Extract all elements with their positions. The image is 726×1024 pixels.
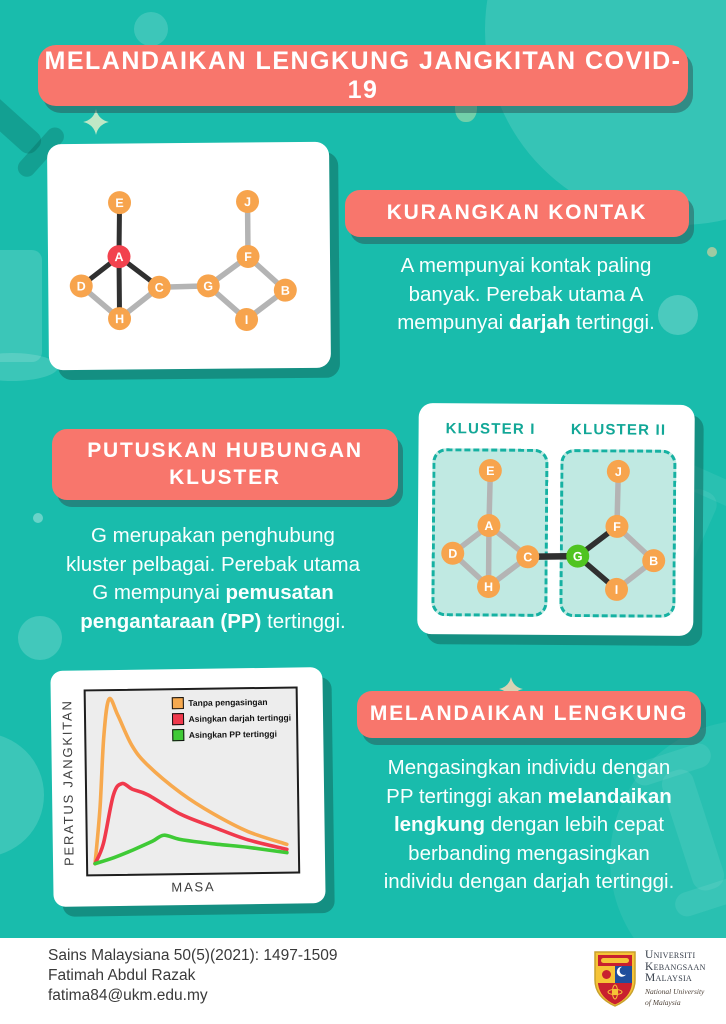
legend-swatch-icon [171, 713, 183, 725]
putuskan-line: G mempunyai [92, 581, 226, 604]
svg-text:D: D [448, 546, 458, 561]
svg-text:A: A [114, 250, 124, 265]
graph-node-G [197, 274, 220, 297]
svg-text:B: B [280, 283, 290, 298]
x-axis-label: MASA [171, 879, 216, 895]
putuskan-heading-banner [52, 429, 398, 500]
poster-title: MELANDAIKAN LENGKUNG JANGKITAN COVID-19 [44, 46, 682, 104]
kontak-heading: KURANGKAN KONTAK [386, 201, 648, 225]
svg-text:E: E [115, 196, 124, 211]
graph-node-B [642, 549, 665, 572]
legend-label: Asingkan PP tertinggi [188, 728, 278, 740]
svg-text:F: F [613, 519, 621, 534]
melandaikan-paragraph [340, 754, 718, 897]
putuskan-keyword: pengantaraan (PP) [80, 609, 262, 633]
svg-text:E: E [486, 464, 495, 479]
legend-swatch-icon [172, 729, 184, 741]
legend-item [171, 712, 291, 726]
putuskan-line: G merupakan penghubung [91, 524, 335, 547]
ukm-name-line: Kebangsaan [645, 960, 706, 973]
curve-asingkan-darjah-tertinggi [94, 781, 287, 863]
legend-label: Asingkan darjah tertinggi [188, 712, 292, 724]
footer [0, 938, 726, 1024]
graph-node-D [70, 274, 93, 297]
ukm-crest-icon [592, 950, 638, 1008]
svg-text:F: F [244, 249, 252, 265]
kontak-paragraph [338, 252, 714, 338]
background-blob [134, 12, 168, 46]
plot-area [84, 686, 301, 876]
graph-node-H [477, 575, 500, 598]
legend-item [172, 728, 292, 742]
ukm-name-line: Universiti [645, 949, 696, 961]
legend-item [171, 696, 291, 710]
graph-node-I [605, 578, 628, 601]
kontak-line: mempunyai [397, 311, 509, 334]
graph-node-E [108, 191, 131, 214]
y-axis-label: PERATUS JANGKITAN [59, 699, 77, 867]
graph-node-A [107, 245, 130, 268]
legend-swatch-icon [171, 697, 183, 709]
melandaikan-line: Mengasingkan individu dengan [387, 756, 671, 779]
melandaikan-keyword: melandaikan [547, 784, 672, 808]
kontak-heading-banner [345, 190, 689, 237]
graph-node-J [607, 460, 630, 483]
author-line: Fatimah Abdul Razak [48, 967, 196, 984]
svg-text:J: J [243, 194, 252, 210]
citation-line: Sains Malaysiana 50(5)(2021): 1497-1509 [48, 947, 338, 964]
graph-node-E [479, 459, 502, 482]
graph-node-H [108, 307, 131, 330]
ukm-subtitle-line: National University [645, 986, 705, 996]
chart-card [50, 667, 325, 907]
melandaikan-heading: MELANDAIKAN LENGKUNG [369, 702, 689, 726]
putuskan-line: tertinggi. [261, 609, 346, 633]
ukm-logo [592, 950, 706, 1008]
svg-text:H: H [483, 579, 494, 595]
kluster-i-label: KLUSTER I [445, 420, 536, 438]
cluster-network-diagram [417, 403, 695, 636]
melandaikan-line: dengan lebih cepat [485, 813, 665, 836]
sparkle-icon [82, 108, 110, 136]
graph-node-D [441, 542, 464, 565]
svg-text:D: D [76, 279, 86, 294]
kontak-keyword: darjah [508, 311, 571, 334]
graph-node-J [236, 190, 259, 213]
ukm-logo-text [645, 950, 706, 1007]
ukm-name-line: Malaysia [645, 972, 693, 984]
svg-text:I: I [614, 582, 619, 597]
svg-text:J: J [614, 464, 622, 479]
ukm-subtitle-line: of Malaysia [645, 997, 681, 1007]
contact-network-card [47, 142, 331, 370]
svg-text:I: I [244, 312, 249, 328]
melandaikan-line: PP tertinggi akan [386, 784, 548, 808]
svg-text:G: G [572, 549, 583, 564]
title-banner [38, 45, 688, 106]
graph-node-C [516, 545, 539, 568]
melandaikan-line: berbanding mengasingkan [408, 841, 650, 865]
graph-node-G [566, 545, 589, 568]
svg-text:C: C [154, 280, 164, 295]
background-blob [0, 733, 44, 857]
graph-node-F [236, 245, 259, 268]
kontak-line: A mempunyai kontak paling [400, 254, 652, 277]
chart-legend [171, 696, 291, 742]
svg-text:G: G [203, 279, 214, 294]
kluster-ii-label: KLUSTER II [570, 421, 667, 439]
svg-text:B: B [649, 554, 659, 569]
putuskan-heading-line2: KLUSTER [169, 465, 281, 489]
graph-node-A [477, 514, 500, 537]
email-line: fatima84@ukm.edu.my [48, 987, 208, 1004]
citation-block [48, 946, 338, 1006]
curve-asingkan-pp-tertinggi [95, 834, 287, 864]
cluster-network-card [417, 403, 695, 636]
svg-text:A: A [484, 519, 494, 534]
svg-text:H: H [114, 312, 125, 327]
melandaikan-keyword: lengkung [393, 813, 486, 836]
svg-text:C: C [523, 550, 533, 565]
graph-node-I [235, 308, 258, 331]
putuskan-keyword: pemusatan [225, 581, 334, 604]
graph-node-B [274, 279, 297, 302]
putuskan-heading-line1: PUTUSKAN HUBUNGAN [87, 439, 363, 463]
melandaikan-line: individu dengan darjah tertinggi. [383, 870, 675, 893]
melandaikan-heading-banner [357, 691, 701, 738]
kontak-line: banyak. Perebak utama A [408, 282, 644, 306]
putuskan-paragraph [18, 522, 408, 636]
putuskan-line: kluster pelbagai. Perebak utama [65, 552, 360, 576]
contact-network-diagram [47, 142, 331, 370]
legend-label: Tanpa pengasingan [188, 696, 268, 708]
graph-node-C [148, 276, 171, 299]
kontak-line: tertinggi. [570, 311, 655, 334]
graph-node-F [605, 515, 628, 538]
